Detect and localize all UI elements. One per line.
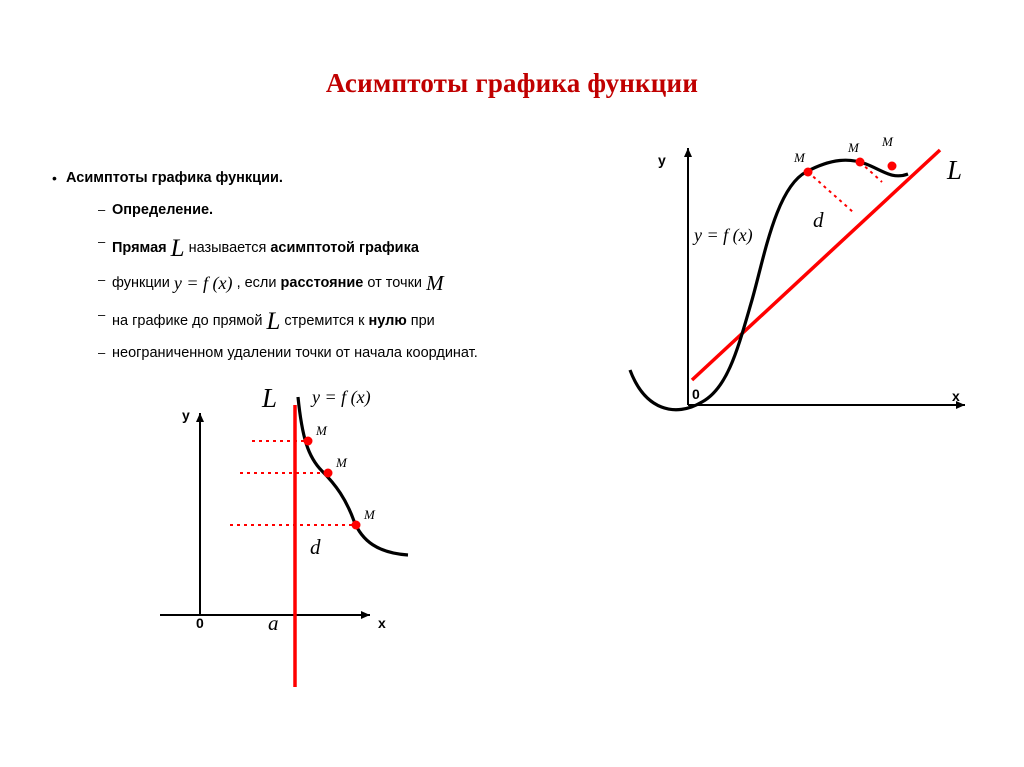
list-item-label bbox=[112, 232, 419, 262]
distance-segment bbox=[808, 172, 853, 212]
list-item bbox=[98, 343, 572, 363]
text-fragment: называется bbox=[188, 240, 267, 256]
list-item bbox=[98, 270, 572, 293]
function-label: y = f (x) bbox=[312, 387, 371, 407]
text-fragment: Прямая bbox=[112, 240, 167, 256]
dash-marker: – bbox=[98, 345, 106, 360]
y-axis-arrow bbox=[684, 148, 692, 157]
curve-point bbox=[304, 437, 313, 446]
y-axis-arrow bbox=[196, 413, 204, 422]
x-axis-label: x bbox=[378, 615, 386, 631]
oblique-asymptote-figure bbox=[620, 130, 990, 425]
bullet-list bbox=[52, 168, 572, 375]
list-item bbox=[98, 200, 572, 220]
point-label-M: M bbox=[364, 507, 375, 522]
list-item bbox=[98, 305, 572, 335]
math-line-L: L bbox=[170, 235, 185, 262]
dash-marker: – bbox=[98, 272, 106, 287]
y-axis-label: y bbox=[658, 152, 666, 168]
function-curve bbox=[630, 160, 908, 410]
point-label-M: M bbox=[316, 423, 327, 438]
dash-marker: – bbox=[98, 307, 106, 322]
list-item-label bbox=[112, 270, 444, 293]
list-item bbox=[52, 168, 572, 188]
curve-point bbox=[324, 469, 333, 478]
line-label-L: L bbox=[947, 155, 963, 185]
bullet-marker: • bbox=[52, 170, 57, 186]
text-fragment: от точки bbox=[367, 275, 423, 291]
dash-marker: – bbox=[98, 234, 106, 249]
dash-marker: – bbox=[98, 202, 106, 217]
text-fragment: на графике до прямой bbox=[112, 313, 263, 329]
asymptote-line bbox=[692, 150, 940, 380]
function-label: y = f (x) bbox=[694, 225, 753, 245]
curve-point bbox=[888, 162, 897, 171]
point-label-M: M bbox=[882, 134, 893, 149]
line-label-L: L bbox=[262, 383, 278, 413]
list-item-label: Асимптоты графика функции. bbox=[66, 170, 283, 186]
text-fragment: нулю bbox=[368, 313, 407, 329]
function-curve bbox=[298, 397, 408, 555]
curve-point bbox=[804, 168, 813, 177]
curve-point bbox=[352, 521, 361, 530]
page-title: Асимптоты графика функции bbox=[325, 68, 699, 98]
oblique-asymptote-svg bbox=[620, 130, 990, 420]
list-item-label bbox=[112, 305, 435, 335]
text-fragment: асимптотой графика bbox=[270, 240, 419, 256]
text-fragment: расстояние bbox=[280, 275, 364, 291]
curve-point bbox=[856, 158, 865, 167]
text-fragment: функции bbox=[112, 275, 170, 291]
point-label-M: M bbox=[336, 455, 347, 470]
text-fragment: стремится к bbox=[284, 313, 365, 329]
x-axis-label: x bbox=[952, 388, 960, 404]
list-item bbox=[98, 232, 572, 262]
vertical-line-label-a: a bbox=[268, 611, 279, 635]
point-label-M: M bbox=[794, 150, 805, 165]
text-fragment: , если bbox=[236, 275, 277, 291]
origin-label: 0 bbox=[196, 615, 204, 631]
point-label-M: M bbox=[848, 140, 859, 155]
list-item-label: Определение. bbox=[112, 202, 214, 218]
math-function-expression: y = f (x) bbox=[173, 273, 233, 293]
vertical-asymptote-figure bbox=[140, 375, 440, 710]
list-item-label: неограниченном удалении точки от начала координат. bbox=[112, 345, 478, 361]
origin-label: 0 bbox=[692, 386, 700, 402]
distance-label-d: d bbox=[310, 535, 321, 559]
vertical-asymptote-svg bbox=[140, 375, 440, 705]
text-fragment: при bbox=[410, 313, 435, 329]
x-axis-arrow bbox=[361, 611, 370, 619]
distance-label-d: d bbox=[813, 208, 824, 232]
y-axis-label: y bbox=[182, 407, 190, 423]
math-point-M: M bbox=[426, 271, 444, 295]
math-line-L: L bbox=[266, 308, 281, 335]
